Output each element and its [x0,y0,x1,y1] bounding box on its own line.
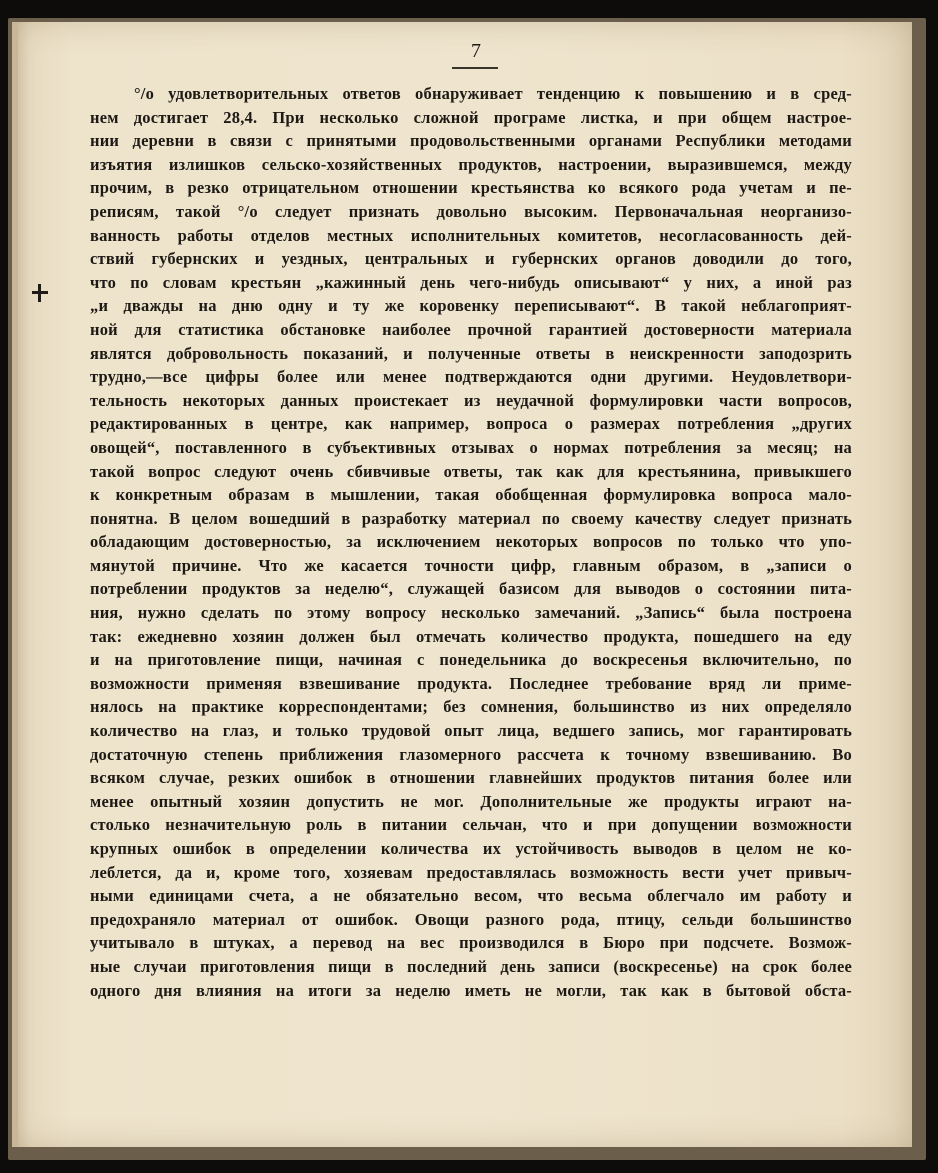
text-line: предохраняло материал от ошибок. Овощи разного рода, птицу, сельди большинство [90,909,852,929]
page-number: 7 [471,40,481,62]
text-line: достаточную степень приближения глазомерного рассчета к точному взвешиванию. Во [90,744,852,764]
text-line: понятна. В целом вошедший в разработку материал по своему качеству следует признать [90,508,852,528]
text-line: изъятия излишков сельско-хозяйственных продуктов, настроении, выразившемся, между [90,154,852,174]
text-line: ными единицами счета, а не обязательно весом, что весьма облегчало им работу и [90,886,852,906]
text-line: прочим, в резко отрицательном отношении крестьянства ко всякого рода учетам и пе- [90,178,852,198]
binding-mark-icon [32,284,50,302]
text-line: к конкретным образам в мышлении, такая обобщенная формулировка вопроса мало- [90,485,852,505]
text-line: являтся добровольность показаний, и полученные ответы в неискренности заподозрить [90,343,852,363]
text-line: ния, нужно сделать по этому вопросу несколько замечаний. „Запись“ была построена [90,603,852,623]
text-line: „и дважды на дню одну и ту же коровенку переписывают“. В такой неблагоприят- [90,296,852,316]
text-line: мянутой причине. Что же касается точности цифр, главным образом, в „записи о [90,555,852,575]
text-line: что по словам крестьян „кажинный день чего-нибудь описывают“ у них, а иной раз [90,272,852,292]
text-line: нии деревни в связи с принятыми продовольственными органами Республики методами [90,131,852,151]
page-edge [12,22,18,1147]
text-line: так: ежедневно хозяин должен был отмечать количество продукта, пошедшего на еду [90,626,852,646]
text-line: леблется, да и, кроме того, хозяевам предоставлялась возможность вести учет привыч- [90,862,852,882]
text-line: тельность некоторых данных проистекает из неудачной формулировки части вопросов, [90,390,852,410]
text-line: нялось на практике корреспондентами; без сомнения, большинство из них определяло [90,697,852,717]
text-line: количество на глаз, и только трудовой опыт лица, ведшего запись, мог гарантировать [90,721,852,741]
page-number-rule [452,67,498,69]
text-line: возможности применяя взвешивание продукта. Последнее требование вряд ли приме- [90,673,852,693]
text-line: ные случаи приготовления пищи в последний день записи (воскресенье) на срок более [90,956,852,976]
text-line: трудно,—все цифры более или менее подтверждаются одни другими. Неудовлетвори- [90,367,852,387]
body-text [90,82,852,1002]
text-line: обладающим достоверностью, за исключением некоторых вопросов по только что упо- [90,532,852,552]
text-line: такой вопрос следуют очень сбивчивые ответы, так как для крестьянина, привыкшего [90,461,852,481]
text-line: всяком случае, резких ошибок в отношении главнейших продуктов питания более или [90,768,852,788]
text-line: реписям, такой °/о следует признать довольно высоким. Первоначальная неорганизо- [90,201,852,221]
text-line: °/о удовлетворительных ответов обнаруживает тенденцию к повышению и в сред- [134,84,852,103]
text-line: ванность работы отделов местных исполнительных комитетов, несогласованность дей- [90,225,852,245]
text-line: менее опытный хозяин допустить не мог. Дополнительные же продукты играют на- [90,791,852,811]
text-line: потреблении продуктов за неделю“, служащей базисом для выводов о состоянии пита- [90,579,852,599]
text-line: крупных ошибок в определении количества их устойчивость выводов в целом не ко- [90,839,852,858]
text-line: ствий губернских и уездных, центральных и губернских органов доводили до того, [90,249,852,269]
text-line: ной для статистика обстановке наиболее прочной гарантией достоверности материала [90,319,852,339]
text-line: и на приготовление пищи, начиная с понедельника до воскресенья включительно, по [90,650,852,670]
text-line: нем достигает 28,4. При несколько сложной програме листка, и при общем настрое- [90,107,852,127]
text-line: редактированных в центре, как например, вопроса о размерах потребления „других [90,414,852,434]
text-line: овощей“, поставленного в субъективных отзывах о нормах потребления за месяц; на [90,437,852,457]
text-line: одного дня влияния на итоги за неделю иметь не могли, так как в бытовой обста- [90,980,852,1000]
text-line: учитывало в штуках, а перевод на вес производился в Бюро при подсчете. Возмож- [90,933,852,953]
text-line: столько незначительную роль в питании сельчан, что и при допущении возможности [90,815,852,835]
